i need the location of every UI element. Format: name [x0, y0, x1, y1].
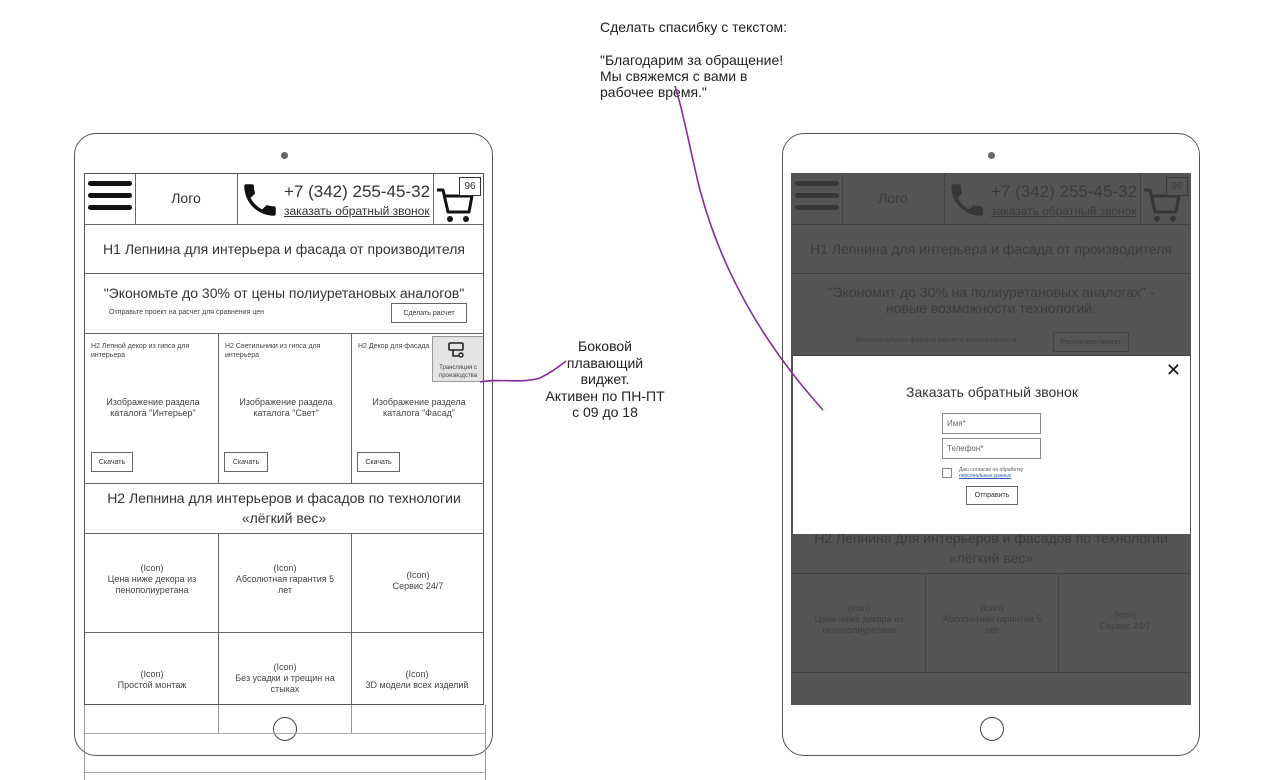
- right-screen: [791, 173, 1191, 705]
- overflow-line: [85, 733, 485, 734]
- catalog-title: H2 Светильники из гипса для интерьера: [225, 343, 321, 359]
- feature-item: [357, 669, 477, 691]
- catalog-title: H2 Лепной декор из гипса для интерьера: [91, 343, 190, 359]
- consent-text: Даю согласие на обработку: [959, 467, 1024, 473]
- close-icon[interactable]: ✕: [1165, 360, 1181, 380]
- cart-count-badge: 96: [459, 177, 481, 196]
- note-thanks-line3: рабочее время.": [600, 84, 707, 100]
- consent-checkbox[interactable]: [942, 468, 952, 478]
- overflow-line: [85, 772, 485, 773]
- catalog-row: [85, 334, 483, 484]
- feature-text: Сервис 24/7: [392, 581, 444, 591]
- overflow-divider: [218, 705, 219, 733]
- left-page-overflow: [84, 705, 486, 780]
- page-title: H1 Лепнина для интерьера и фасада от производителя: [85, 225, 483, 274]
- feature-text: Абсолютная гарантия 5 лет: [235, 574, 335, 595]
- note-widget-line2: плавающий: [566, 354, 644, 371]
- widget-label: Трансляция с производства: [438, 365, 478, 379]
- catalog-title: H2 Декор для фасада: [358, 343, 430, 350]
- note-thanks-line1: "Благодарим за обращение!: [600, 52, 784, 68]
- catalog-image-placeholder: Изображение раздела каталога "Фасад": [372, 397, 466, 418]
- section-title-line1: H2 Лепнина для интерьеров и фасадов по технологии: [107, 490, 461, 506]
- camera-dot: [281, 152, 288, 159]
- overflow-divider: [351, 705, 352, 733]
- camera-icon: [447, 340, 467, 360]
- hamburger-menu-icon[interactable]: [88, 181, 132, 210]
- catalog-image-placeholder: Изображение раздела каталога "Свет": [239, 397, 333, 418]
- name-input[interactable]: Имя*: [942, 413, 1041, 434]
- feature-text: Цена ниже декора из пенополиуретана: [107, 574, 197, 595]
- feature-item: [228, 662, 342, 695]
- consent-link[interactable]: персональных данных: [959, 473, 1012, 479]
- catalog-image-placeholder: Изображение раздела каталога "Интерьер": [106, 397, 200, 418]
- note-widget-line3: виджет.: [580, 371, 630, 387]
- consent-label: [959, 467, 1023, 479]
- side-widget[interactable]: [432, 336, 484, 382]
- feature-item: [99, 669, 205, 691]
- feature-item: [365, 570, 471, 592]
- note-widget-line4: Активен по ПН-ПТ: [545, 387, 665, 404]
- home-button[interactable]: [980, 717, 1004, 741]
- feature-icon-placeholder: (Icon): [406, 570, 430, 580]
- feature-icon-placeholder: (Icon): [405, 669, 429, 679]
- callback-link[interactable]: заказать обратный звонок: [284, 204, 430, 218]
- callback-modal: [793, 356, 1191, 534]
- feature-text: Простой монтаж: [117, 680, 187, 690]
- site-header: [85, 174, 483, 225]
- feature-icon-placeholder: (Icon): [273, 662, 297, 672]
- note-thanks-line2: Мы свяжемся с вами в: [600, 68, 748, 84]
- feature-icon-placeholder: (Icon): [273, 563, 297, 573]
- feature-text: Без усадки и трещин на стыках: [235, 673, 335, 694]
- note-widget: [540, 338, 670, 421]
- features-row: [85, 534, 483, 633]
- note-thanks-title: Сделать спасибку с текстом:: [600, 19, 787, 35]
- logo[interactable]: Лого: [171, 190, 201, 206]
- phone-icon: [239, 179, 281, 221]
- download-button[interactable]: Скачать: [91, 452, 133, 472]
- promo-title: "Экономьте до 30% от цены полиуретановых аналогов": [103, 285, 465, 301]
- feature-item: [99, 563, 205, 596]
- phone-input[interactable]: Телефон*: [942, 438, 1041, 459]
- promo-block: [85, 274, 483, 334]
- camera-dot: [988, 152, 995, 159]
- download-button[interactable]: Скачать: [357, 452, 400, 472]
- features-row: [85, 633, 483, 705]
- feature-item: [231, 563, 339, 596]
- promo-subtitle: Отправьте проект на расчет для сравнения цен: [109, 309, 265, 316]
- note-widget-line1: Боковой: [578, 338, 632, 354]
- modal-title: Заказать обратный звонок: [906, 384, 1078, 400]
- note-widget-line5: с 09 до 18: [572, 404, 638, 420]
- section-title: [85, 484, 483, 534]
- feature-text: 3D модели всех изделий: [365, 680, 469, 690]
- feature-icon-placeholder: (Icon): [140, 669, 164, 679]
- feature-icon-placeholder: (Icon): [140, 563, 164, 573]
- left-screen: [84, 173, 484, 705]
- section-title-line2: «лёгкий вес»: [241, 510, 327, 526]
- calculate-button[interactable]: Сделать расчет: [391, 303, 467, 323]
- submit-button[interactable]: Отправить: [966, 486, 1018, 505]
- download-button[interactable]: Скачать: [224, 452, 268, 472]
- phone-number[interactable]: +7 (342) 255-45-32: [284, 182, 431, 201]
